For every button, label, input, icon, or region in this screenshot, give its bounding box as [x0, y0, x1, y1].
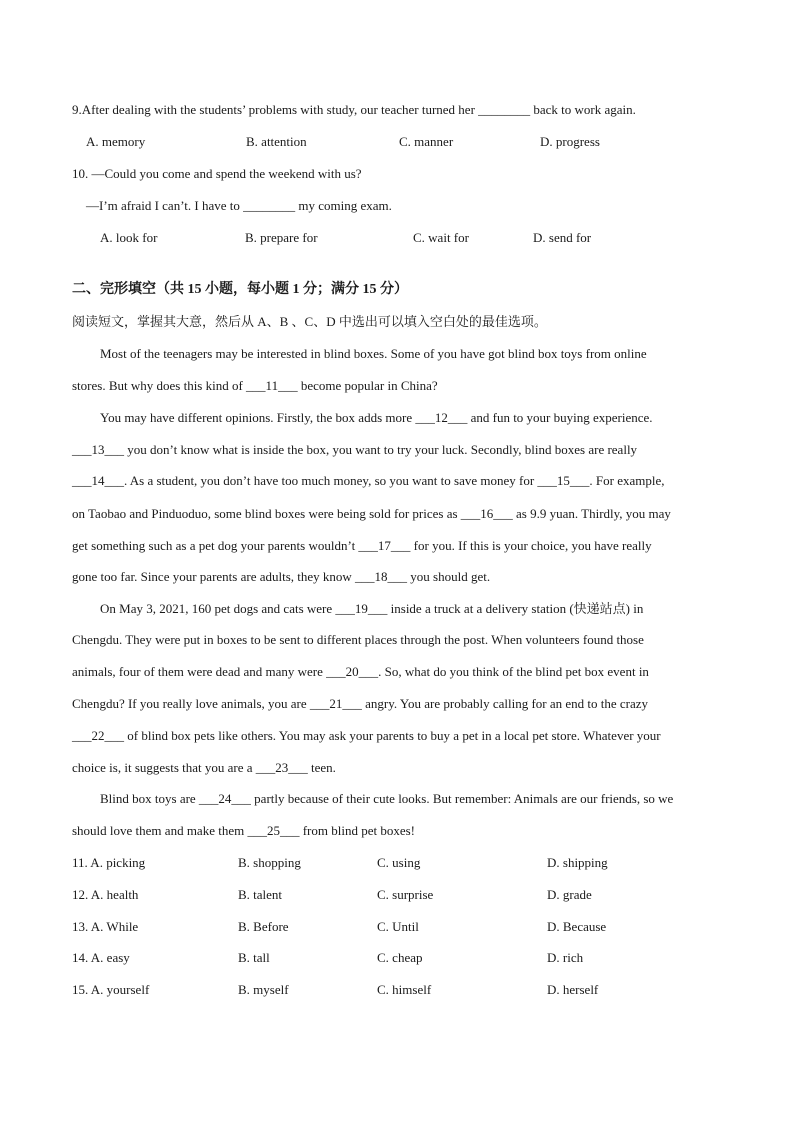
choice-13-c: C. Until: [377, 919, 419, 934]
question-9-option-a: A. memory: [86, 134, 146, 149]
choice-14-d: D. rich: [547, 950, 584, 965]
section-heading: 二、完形填空（共 15 小题，每小题 1 分；满分 15 分）: [72, 282, 408, 297]
passage-line: On May 3, 2021, 160 pet dogs and cats were ___19___ inside a truck at a delivery station (快递站点) in: [100, 601, 644, 616]
question-10-option-b: B. prepare for: [245, 230, 318, 245]
question-10-option-a: A. look for: [100, 230, 158, 245]
passage-line: choice is, it suggests that you are a ___23___ teen.: [72, 760, 336, 775]
question-10-stem: 10. —Could you come and spend the weekend with us?: [72, 166, 362, 181]
choice-12-c: C. surprise: [377, 887, 434, 902]
question-9-stem: 9.After dealing with the students’ problems with study, our teacher turned her ________ back to work again.: [72, 102, 636, 117]
passage-line: stores. But why does this kind of ___11___ become popular in China?: [72, 378, 438, 393]
question-10-reply: —I’m afraid I can’t. I have to ________ my coming exam.: [86, 198, 392, 213]
choice-12-b: B. talent: [238, 887, 283, 902]
passage-line: on Taobao and Pinduoduo, some blind boxes were being sold for prices as ___16___ as 9.9 yuan. Thirdly, you may: [72, 506, 671, 521]
choice-14-b: B. tall: [238, 950, 270, 965]
passage-line: You may have different opinions. Firstly, the box adds more ___12___ and fun to your buying experience.: [100, 410, 653, 425]
section-instruction: 阅读短文，掌握其大意，然后从 A、B 、C、D 中选出可以填入空白处的最佳选项。: [72, 314, 547, 329]
choice-15-d: D. herself: [547, 982, 599, 997]
choice-12-a: 12. A. health: [72, 887, 139, 902]
passage-line: should love them and make them ___25___ from blind pet boxes!: [72, 823, 415, 838]
passage-line: ___22___ of blind box pets like others. You may ask your parents to buy a pet in a local pet store. Whatever your: [72, 728, 661, 743]
passage-line: gone too far. Since your parents are adults, they know ___18___ you should get.: [72, 569, 491, 584]
choice-14-c: C. cheap: [377, 950, 423, 965]
choice-11-d: D. shipping: [547, 855, 608, 870]
question-9-option-d: D. progress: [540, 134, 600, 149]
choice-11-b: B. shopping: [238, 855, 301, 870]
choice-13-d: D. Because: [547, 919, 607, 934]
choice-15-a: 15. A. yourself: [72, 982, 150, 997]
passage-line: ___13___ you don’t know what is inside the box, you want to try your luck. Secondly, blind boxes are really: [72, 442, 638, 457]
question-9-option-b: B. attention: [246, 134, 307, 149]
choice-11-c: C. using: [377, 855, 421, 870]
choice-13-a: 13. A. While: [72, 919, 139, 934]
question-9-option-c: C. manner: [399, 134, 454, 149]
choice-13-b: B. Before: [238, 919, 289, 934]
choice-11-a: 11. A. picking: [72, 855, 146, 870]
passage-line: Blind box toys are ___24___ partly because of their cute looks. But remember: Animals are our friends, so we: [100, 791, 674, 806]
passage-line: Most of the teenagers may be interested in blind boxes. Some of you have got blind box toys from online: [100, 346, 647, 361]
passage-line: Chengdu. They were put in boxes to be sent to different places through the post. When volunteers found those: [72, 632, 644, 647]
choice-15-c: C. himself: [377, 982, 432, 997]
passage-line: animals, four of them were dead and many were ___20___. So, what do you think of the blind pet box event in: [72, 664, 649, 679]
passage-line: ___14___. As a student, you don’t have too much money, so you want to save money for ___15___. For example,: [72, 473, 665, 488]
question-10-option-d: D. send for: [533, 230, 592, 245]
choice-12-d: D. grade: [547, 887, 592, 902]
question-10-option-c: C. wait for: [413, 230, 469, 245]
passage-line: Chengdu? If you really love animals, you are ___21___ angry. You are probably calling for an end to the crazy: [72, 696, 649, 711]
choice-14-a: 14. A. easy: [72, 950, 130, 965]
choice-15-b: B. myself: [238, 982, 289, 997]
passage-line: get something such as a pet dog your parents wouldn’t ___17___ for you. If this is your choice, you have really: [72, 538, 652, 553]
